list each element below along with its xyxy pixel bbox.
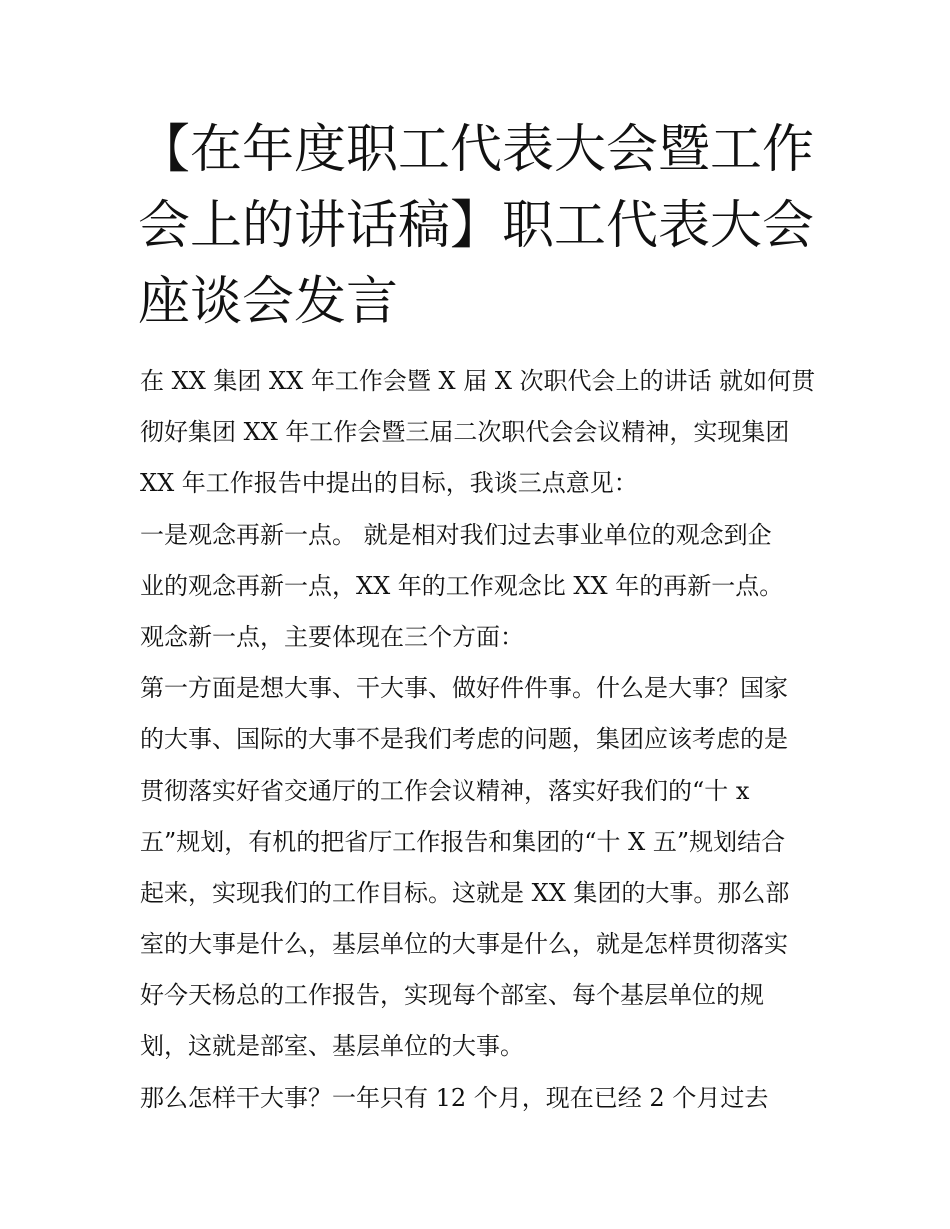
body-line: 五”规划，有机的把省厅工作报告和集团的“十 X 五”规划结合 xyxy=(140,827,786,856)
body-line: 一是观念再新一点。 就是相对我们过去事业单位的观念到企 xyxy=(140,520,772,549)
title-line-2: 会上的讲话稿】职工代表大会 xyxy=(138,196,815,256)
document-title xyxy=(138,112,828,340)
title-line-3: 座谈会发言 xyxy=(138,272,399,332)
body-line: 第一方面是想大事、干大事、做好件件事。什么是大事？国家 xyxy=(140,674,788,703)
body-line: 划，这就是部室、基层单位的大事。 xyxy=(140,1032,524,1061)
body-line: 贯彻落实好省交通厅的工作会议精神，落实好我们的“十 x xyxy=(140,776,750,805)
body-line: 室的大事是什么，基层单位的大事是什么，就是怎样贯彻落实 xyxy=(140,930,788,959)
body-line: 观念新一点，主要体现在三个方面： xyxy=(140,622,524,651)
body-line: 起来，实现我们的工作目标。这就是 XX 集团的大事。那么部 xyxy=(140,878,790,907)
body-line: 好今天杨总的工作报告，实现每个部室、每个基层单位的规 xyxy=(140,981,764,1010)
document-body xyxy=(140,356,830,1124)
body-line: 彻好集团 XX 年工作会暨三届二次职代会会议精神，实现集团 xyxy=(140,418,790,447)
body-line: 那么怎样干大事？一年只有 12 个月，现在已经 2 个月过去 xyxy=(140,1083,769,1112)
body-line: XX 年工作报告中提出的目标，我谈三点意见： xyxy=(140,469,638,498)
body-line: 的大事、国际的大事不是我们考虑的问题，集团应该考虑的是 xyxy=(140,725,788,754)
body-line: 业的观念再新一点，XX 年的工作观念比 XX 年的再新一点。 xyxy=(140,571,784,600)
body-line: 在 XX 集团 XX 年工作会暨 X 届 X 次职代会上的讲话 就如何贯 xyxy=(140,367,816,395)
title-line-1: 【在年度职工代表大会暨工作 xyxy=(138,120,815,180)
